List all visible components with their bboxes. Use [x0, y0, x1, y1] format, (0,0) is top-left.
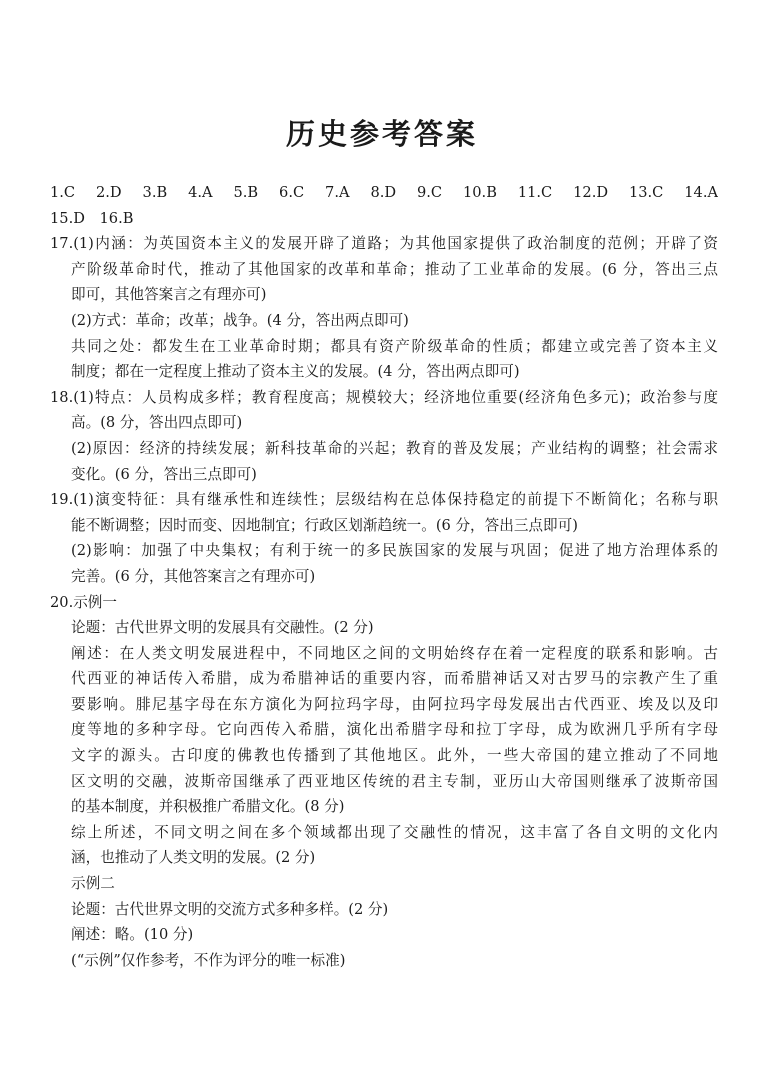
- q20-summary-line-2: 涵，也推动了人类文明的发展。(2 分): [71, 849, 316, 867]
- q19-part1-line-2: 能不断调整；因时而变、因地制宜；行政区划渐趋统一。(6 分，答出三点即可): [71, 516, 578, 534]
- q20-elaboration-line-6: 区文明的交融，波斯帝国继承了西亚地区传统的君主专制，亚历山大帝国则继承了波斯帝国: [71, 772, 718, 790]
- q18-part2-line-2: 变化。(6 分，答出三点即可): [71, 465, 257, 483]
- answer-content: [50, 180, 718, 973]
- q17-part1-line-1: 17.(1)内涵：为英国资本主义的发展开辟了道路；为其他国家提供了政治制度的范例；开辟了资: [50, 235, 718, 253]
- q18-part1-line-1: 18.(1)特点：人员构成多样；教育程度高；规模较大；经济地位重要(经济角色多元)；政治参与度: [50, 388, 718, 406]
- choice-answers-line-1: 1.C 2.D 3.B 4.A 5.B 6.C 7.A 8.D 9.C 10.B 11.C 12.D 13.C 14.A: [50, 184, 718, 201]
- q20-elaboration-line-1: 阐述：在人类文明发展进程中，不同地区之间的文明始终存在着一定程度的联系和影响。古: [71, 644, 718, 662]
- q20-elaboration-line-5: 文字的源头。古印度的佛教也传播到了其他地区。此外，一些大帝国的建立推动了不同地: [71, 747, 718, 765]
- q20-elaboration-line-3: 要影响。腓尼基字母在东方演化为阿拉玛字母，由阿拉玛字母发展出古代西亚、埃及以及印: [71, 695, 718, 713]
- q20-note: (“示例”仅作参考，不作为评分的唯一标准): [71, 951, 346, 969]
- choice-answers-line-2: 15.D 16.B: [50, 209, 134, 227]
- q19-part2-line-2: 完善。(6 分，其他答案言之有理亦可): [71, 567, 316, 585]
- q20-thesis-1: 论题：古代世界文明的发展具有交融性。(2 分): [71, 619, 374, 637]
- q20-example2-heading: 示例二: [71, 875, 115, 893]
- q18-part2-line-1: (2)原因：经济的持续发展；新科技革命的兴起；教育的普及发展；产业结构的调整；社会需求: [71, 439, 718, 457]
- q20-summary-line-1: 综上所述，不同文明之间在多个领域都出现了交融性的情况，这丰富了各自文明的文化内: [71, 823, 718, 841]
- q17-part1-line-2: 产阶级革命时代，推动了其他国家的改革和革命；推动了工业革命的发展。(6 分，答出三点: [71, 260, 718, 278]
- q17-part2-line-1: (2)方式：革命；改革；战争。(4 分，答出两点即可): [71, 311, 409, 329]
- q17-common-line-2: 制度；都在一定程度上推动了资本主义的发展。(4 分，答出两点即可): [71, 363, 520, 381]
- page-title: 历史参考答案: [285, 117, 478, 151]
- q19-part1-line-1: 19.(1)演变特征：具有继承性和连续性；层级结构在总体保持稳定的前提下不断简化；名称与职: [50, 491, 718, 509]
- q20-elaboration-line-4: 度等地的多种字母。它向西传入希腊，演化出希腊字母和拉丁字母，成为欧洲几乎所有字母: [71, 721, 718, 739]
- q20-example1-heading: 20.示例一: [50, 593, 117, 611]
- q19-part2-line-1: (2)影响：加强了中央集权；有利于统一的多民族国家的发展与巩固；促进了地方治理体系的: [71, 542, 718, 560]
- q17-part1-line-3: 即可，其他答案言之有理亦可): [71, 286, 267, 304]
- q18-part1-line-2: 高。(8 分，答出四点即可): [71, 414, 243, 432]
- q17-common-line-1: 共同之处：都发生在工业革命时期；都具有资产阶级革命的性质；都建立或完善了资本主义: [71, 337, 718, 355]
- q20-elaboration-2: 阐述：略。(10 分): [71, 926, 194, 944]
- q20-elaboration-line-7: 的基本制度，并积极推广希腊文化。(8 分): [71, 798, 345, 816]
- q20-thesis-2: 论题：古代世界文明的交流方式多种多样。(2 分): [71, 900, 389, 918]
- q20-elaboration-line-2: 代西亚的神话传入希腊，成为希腊神话的重要内容，而希腊神话又对古罗马的宗教产生了重: [71, 670, 718, 688]
